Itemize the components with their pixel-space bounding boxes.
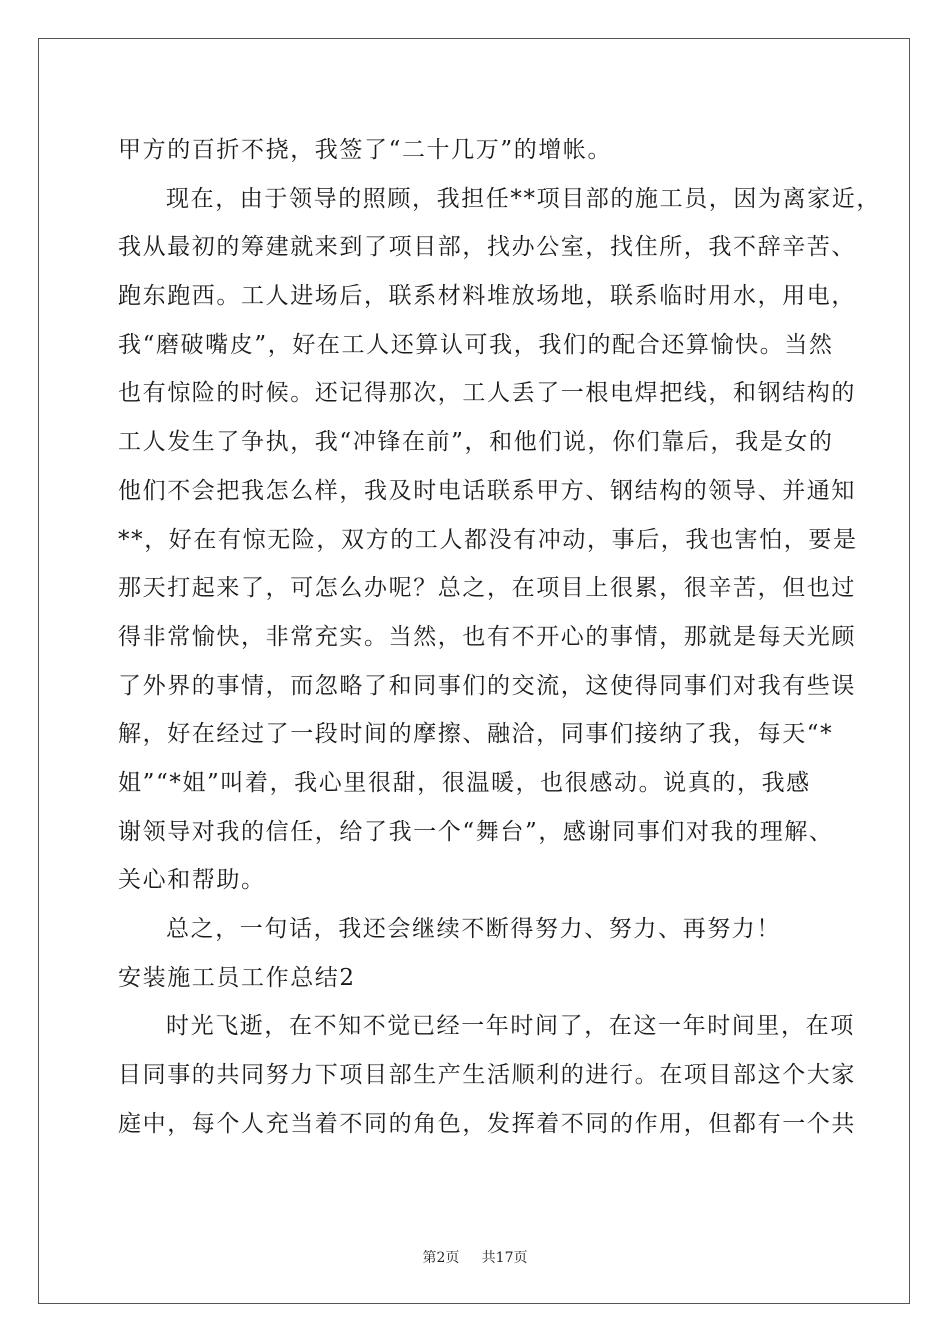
page-total: 共17页 — [481, 1250, 528, 1266]
text-line: 甲方的百折不挠，我签了“二十几万”的增帐。 — [118, 137, 613, 163]
text-line: 庭中，每个人充当着不同的角色，发挥着不同的作用，但都有一个共 — [118, 1110, 856, 1137]
page-number: 第2页 — [422, 1250, 460, 1266]
text-line: 目同事的共同努力下项目部生产生活顺利的进行。在项目部这个大家 — [118, 1062, 856, 1089]
text-line: 工人发生了争执，我“冲锋在前”，和他们说，你们靠后，我是女的 — [118, 429, 834, 456]
paragraph-start-line: 现在，由于领导的照顾，我担任**项目部的施工员，因为离家近， — [166, 185, 881, 212]
text-line: 得非常愉快，非常充实。当然，也有不开心的事情，那就是每天光顾 — [118, 623, 856, 650]
text-line: 也有惊险的时候。还记得那次，工人丢了一根电焊把线，和钢结构的 — [118, 380, 856, 407]
text-line: 关心和帮助。 — [118, 867, 266, 894]
text-line: 他们不会把我怎么样，我及时电话联系甲方、钢结构的领导、并通知 — [118, 477, 856, 504]
paragraph-start-line: 总之，一句话，我还会继续不断得努力、努力、再努力！ — [166, 916, 781, 942]
text-line: 姐”“*姐”叫着，我心里很甜，很温暖，也很感动。说真的，我感 — [118, 769, 811, 796]
text-line: 解，好在经过了一段时间的摩擦、融洽，同事们接纳了我，每天“* — [118, 721, 834, 748]
document-body — [118, 126, 881, 1148]
text-line: 了外界的事情，而忽略了和同事们的交流，这使得同事们对我有些误 — [118, 672, 856, 699]
text-line: **，好在有惊无险，双方的工人都没有冲动，事后，我也害怕，要是 — [118, 526, 858, 553]
text-line: 那天打起来了，可怎么办呢？总之，在项目上很累，很辛苦，但也过 — [118, 575, 856, 602]
text-line: 跑东跑西。工人进场后，联系材料堆放场地，联系临时用水，用电， — [118, 283, 856, 310]
section-heading: 安装施工员工作总结2 — [118, 964, 356, 991]
paragraph-start-line: 时光飞逝，在不知不觉已经一年时间了，在这一年时间里，在项 — [166, 1013, 855, 1040]
page-footer — [0, 1247, 950, 1267]
text-line: 我从最初的筹建就来到了项目部，找办公室，找住所，我不辞辛苦、 — [118, 234, 856, 261]
text-line: 我“磨破嘴皮”，好在工人还算认可我，我们的配合还算愉快。当然 — [118, 331, 834, 358]
text-line: 谢领导对我的信任，给了我一个“舞台”，感谢同事们对我的理解、 — [118, 818, 834, 845]
